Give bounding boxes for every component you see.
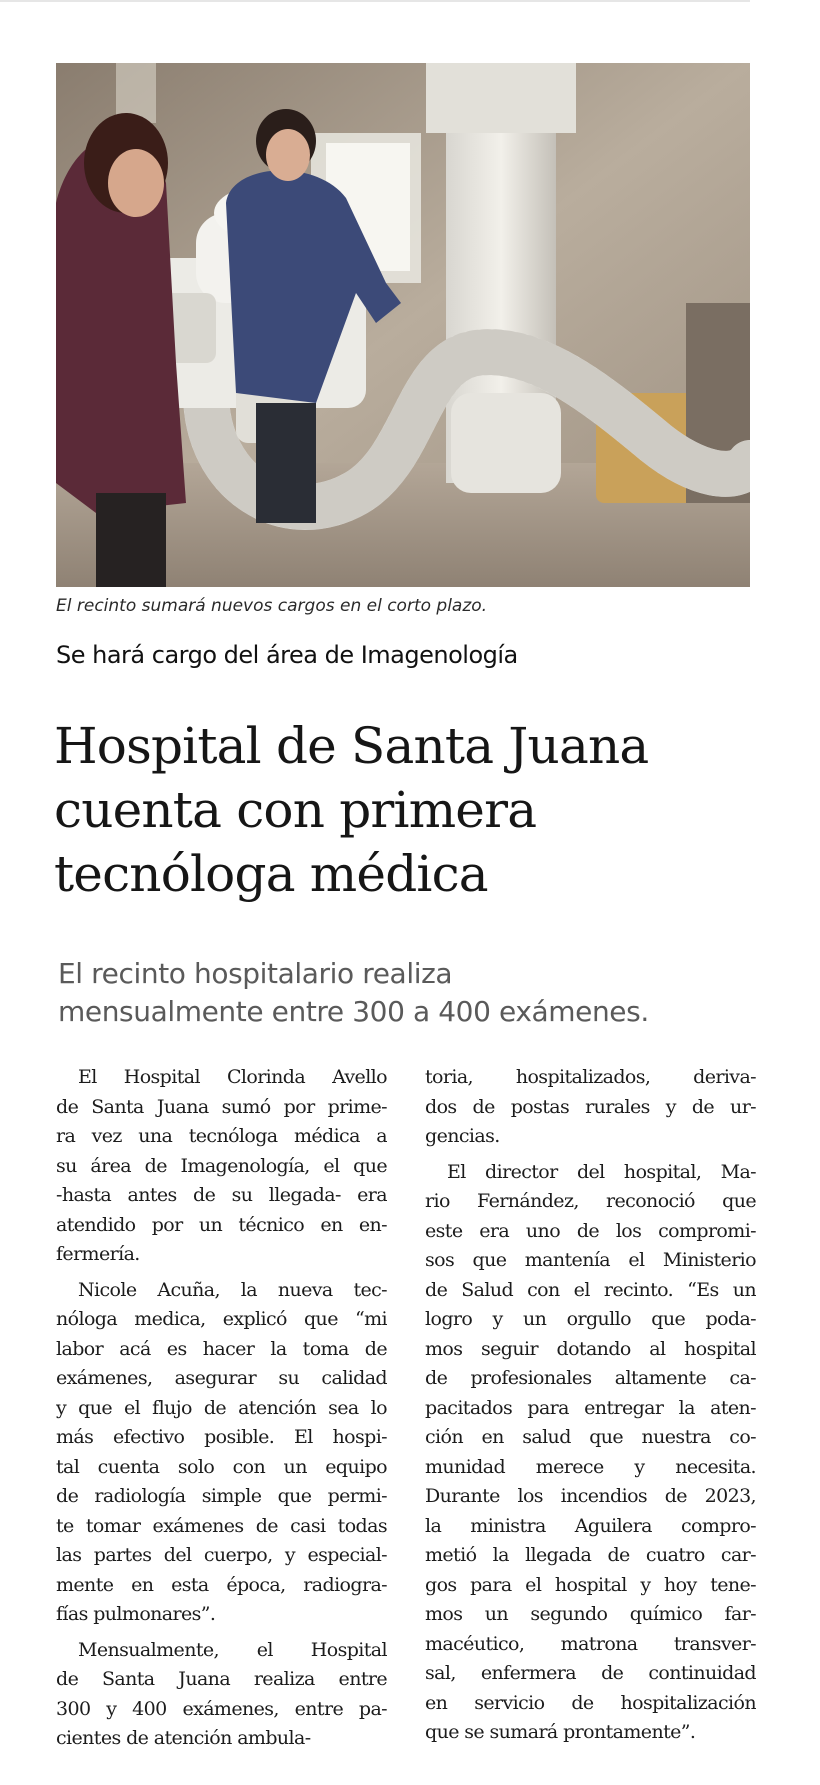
body-column-right (425, 1063, 756, 1748)
subhead-line: mensualmente entre 300 a 400 exámenes. (58, 995, 649, 1028)
body-text-line: te tomar exámenes de casi todas (56, 1514, 387, 1537)
body-text-line: la ministra Aguilera compro- (425, 1514, 756, 1537)
body-text-line: Durante los incendios de 2023, (425, 1485, 756, 1507)
body-text-line: pacitados para entregar la aten- (425, 1396, 756, 1419)
body-text-line: este era uno de los compromi- (425, 1219, 756, 1242)
xray-machine-illustration (56, 63, 750, 587)
subhead-line: El recinto hospitalario realiza (58, 957, 453, 990)
body-text-line: que se sumará prontamente”. (425, 1721, 696, 1743)
body-text-line: nóloga medica, explicó que “mi (56, 1308, 387, 1330)
body-text-line: Mensualmente, el Hospital (78, 1638, 387, 1661)
body-text-line: rio Fernández, reconoció que (425, 1190, 756, 1212)
body-text-line: sos que mantenía el Ministerio (425, 1249, 756, 1271)
headline-line: cuenta con primera (54, 781, 537, 839)
article-headline (54, 714, 754, 906)
body-text-line: mos seguir dotando al hospital (425, 1337, 756, 1360)
body-text-line: dos de postas rurales y de ur- (425, 1095, 756, 1118)
body-text-line: mente en esta época, radiogra- (56, 1573, 387, 1596)
body-text-line: las partes del cuerpo, y especial- (56, 1544, 387, 1566)
body-text-line: macéutico, matrona transver- (425, 1632, 756, 1655)
body-text-line: y que el flujo de atención sea lo (56, 1396, 387, 1419)
body-text-line: ción en salud que nuestra co- (425, 1426, 756, 1448)
body-text-line: El Hospital Clorinda Avello (78, 1066, 387, 1088)
body-text-line: de profesionales altamente ca- (425, 1367, 756, 1389)
article-kicker: Se hará cargo del área de Imagenología (56, 641, 518, 669)
body-text-line: fías pulmonares”. (56, 1603, 216, 1625)
body-text-line: munidad merece y necesita. (425, 1455, 756, 1478)
headline-line: tecnóloga médica (54, 845, 488, 903)
body-text-line: fermería. (56, 1243, 140, 1265)
body-text-line: sal, enfermera de continuidad (425, 1662, 756, 1684)
body-text-line: de Santa Juana realiza entre (56, 1668, 387, 1690)
body-text-line: tal cuenta solo con un equipo (56, 1455, 387, 1478)
body-text-line: de Santa Juana sumó por prime- (56, 1095, 387, 1118)
news-photo (56, 63, 750, 587)
body-text-line: en servicio de hospitalización (425, 1691, 756, 1714)
body-text-line: 300 y 400 exámenes, entre pa- (56, 1697, 387, 1720)
body-text-line: metió la llegada de cuatro car- (425, 1544, 756, 1566)
body-text-line: -hasta antes de su llegada- era (56, 1184, 387, 1206)
body-text-line: ra vez una tecnóloga médica a (56, 1125, 387, 1147)
body-text-line: de Salud con el recinto. “Es un (425, 1278, 756, 1301)
body-text-line: más efectivo posible. El hospi- (56, 1426, 387, 1448)
body-text-line: mos un segundo químico far- (425, 1603, 756, 1625)
body-text-line: de radiología simple que permi- (56, 1485, 387, 1507)
body-text-line: exámenes, asegurar su calidad (56, 1367, 387, 1389)
body-column-left (56, 1063, 387, 1754)
body-text-line: Nicole Acuña, la nueva tec- (78, 1278, 387, 1301)
body-text-line: atendido por un técnico en en- (56, 1213, 387, 1236)
body-text-line: gencias. (425, 1125, 500, 1147)
article-subhead (58, 955, 758, 1031)
body-text-line: logro y un orgullo que poda- (425, 1308, 756, 1330)
body-text-line: cientes de atención ambula- (56, 1727, 311, 1749)
headline-line: Hospital de Santa Juana (54, 717, 649, 775)
body-text-line: su área de Imagenología, el que (56, 1154, 387, 1177)
body-text-line: labor acá es hacer la toma de (56, 1337, 387, 1360)
top-rule (0, 0, 750, 2)
body-text-line: gos para el hospital y hoy tene- (425, 1573, 756, 1596)
body-text-line: El director del hospital, Ma- (447, 1160, 756, 1183)
photo-caption: El recinto sumará nuevos cargos en el corto plazo. (56, 596, 488, 616)
body-text-line: toria, hospitalizados, deriva- (425, 1066, 756, 1088)
